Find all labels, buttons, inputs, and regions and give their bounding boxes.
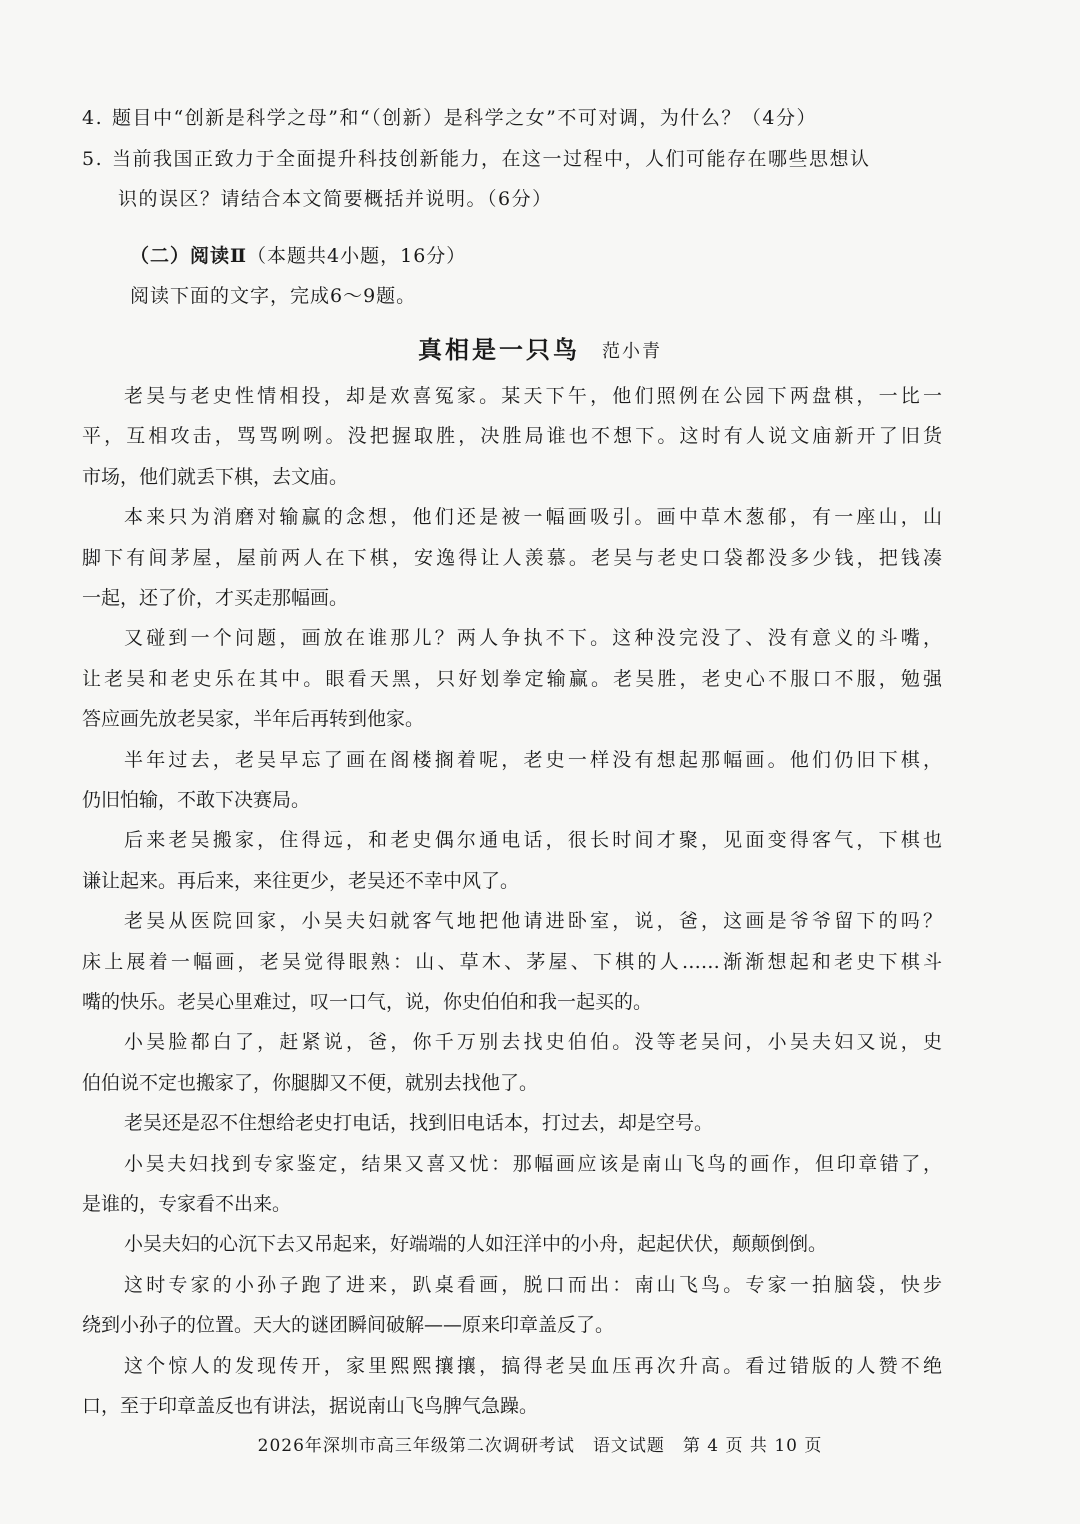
question-number: 4. (82, 107, 104, 129)
story-line: 小吴夫妇找到专家鉴定，结果又喜又忧：那幅画应该是南山飞鸟的画作，但印章错了， (124, 1152, 942, 1175)
question-5-continuation: 识的误区？请结合本文简要概括并说明。（6分） (118, 188, 553, 210)
story-line: 这个惊人的发现传开，家里熙熙攘攘，搞得老吴血压再次升高。看过错版的人赞不绝 (124, 1354, 942, 1377)
story-line: 本来只为消磨对输赢的念想，他们还是被一幅画吸引。画中草木葱郁，有一座山，山 (124, 506, 942, 529)
story-line: 后来老吴搬家，住得远，和老史偶尔通电话，很长时间才聚，见面变得客气，下棋也 (124, 829, 942, 852)
story-line: 老吴与老史性情相投，却是欢喜冤家。某天下午，他们照例在公园下两盘棋，一比一 (124, 385, 942, 407)
story-title: 真相是一只鸟 (418, 335, 580, 364)
question-text: 当前我国正致力于全面提升科技创新能力，在这一过程中，人们可能存在哪些思想认 (112, 148, 871, 170)
story-line: 绕到小孙子的位置。天大的谜团瞬间破解——原来印章盖反了。 (82, 1314, 615, 1337)
story-line: 是谁的，专家看不出来。 (82, 1193, 292, 1215)
story-line: 平，互相攻击，骂骂咧咧。没把握取胜，决胜局谁也不想下。这时有人说文庙新开了旧货 (82, 425, 942, 448)
story-line: 谦让起来。再后来，来往更少，老吴还不幸中风了。 (82, 869, 520, 892)
story-author: 范小青 (602, 341, 662, 362)
story-line: 又碰到一个问题，画放在谁那儿？两人争执不下。这种没完没了、没有意义的斗嘴， (124, 627, 942, 650)
section-heading (130, 236, 466, 276)
section-detail: （本题共4小题，16分） (247, 245, 467, 267)
story-line: 这时专家的小孙子跑了进来，趴桌看画，脱口而出：南山飞鸟。专家一拍脑袋，快步 (124, 1273, 942, 1296)
story-line: 口，至于印章盖反也有讲法，据说南山飞鸟脾气急躁。 (82, 1395, 539, 1417)
story-line: 答应画先放老吴家，半年后再转到他家。 (82, 708, 425, 731)
story-line: 仍旧怕输，不敢下决赛局。 (82, 789, 311, 811)
question-4 (82, 98, 817, 138)
story-line: 市场，他们就丢下棋，去文庙。 (82, 465, 349, 488)
story-line: 半年过去，老吴早忘了画在阁楼搁着呢，老史一样没有想起那幅画。他们仍旧下棋， (124, 748, 942, 771)
story-line: 老吴从医院回家，小吴夫妇就客气地把他请进卧室，说，爸，这画是爷爷留下的吗？ (124, 910, 942, 933)
story-line: 床上展着一幅画，老吴觉得眼熟：山、草木、茅屋、下棋的人……渐渐想起和老史下棋斗 (82, 950, 942, 973)
page-footer: 2026年深圳市高三年级第二次调研考试 语文试题 第 4 页 共 10 页 (257, 1436, 823, 1456)
story-line: 一起，还了价，才买走那幅画。 (82, 587, 349, 609)
story-line: 小吴脸都白了，赶紧说，爸，你千万别去找史伯伯。没等老吴问，小吴夫妇又说，史 (124, 1031, 942, 1054)
story-line: 伯伯说不定也搬家了，你腿脚又不便，就别去找他了。 (82, 1071, 539, 1094)
story-line: 嘴的快乐。老吴心里难过，叹一口气，说，你史伯伯和我一起买的。 (82, 991, 653, 1013)
story-line: 脚下有间茅屋，屋前两人在下棋，安逸得让人羡慕。老吴与老史口袋都没多少钱，把钱凑 (82, 546, 942, 569)
section-instruction: 阅读下面的文字，完成6～9题。 (130, 285, 417, 307)
story-line: 老吴还是忍不住想给老史打电话，找到旧电话本，打过去，却是空号。 (124, 1112, 714, 1135)
story-line: 小吴夫妇的心沉下去又吊起来，好端端的人如汪洋中的小舟，起起伏伏，颠颠倒倒。 (124, 1233, 828, 1256)
question-5 (82, 139, 871, 179)
question-number: 5. (82, 148, 104, 170)
section-label: （二）阅读Ⅱ (130, 245, 248, 267)
story-line: 让老吴和老史乐在其中。眼看天黑，只好划拳定输赢。老吴胜，老史心不服口不服，勉强 (82, 667, 942, 690)
question-text: 题目中“创新是科学之母”和“（创新）是科学之女”不可对调，为什么？（4分） (112, 107, 817, 129)
